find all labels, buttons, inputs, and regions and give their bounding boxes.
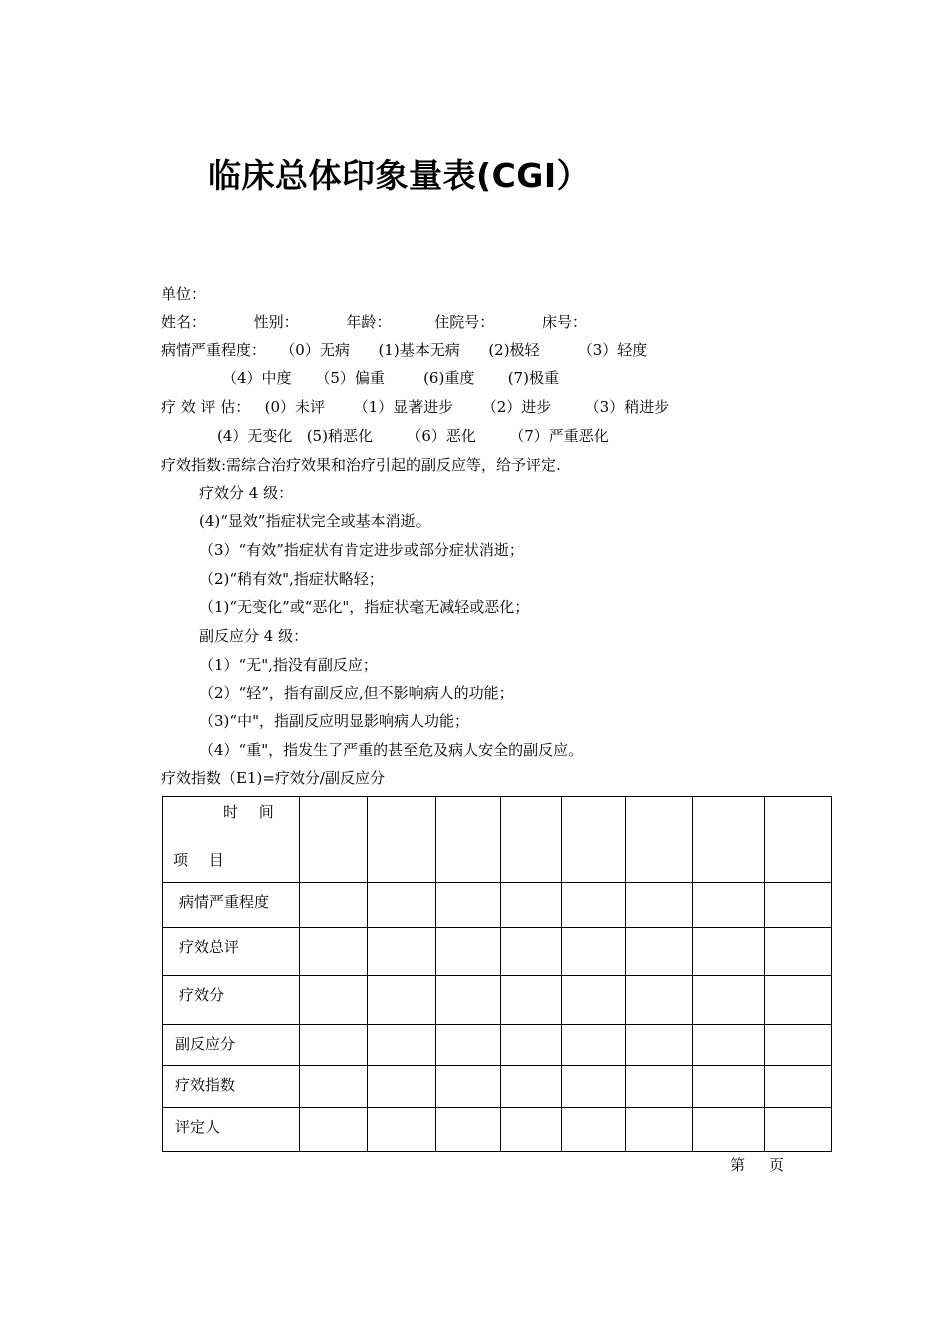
table-cell[interactable] — [765, 976, 832, 1025]
table-cell[interactable] — [693, 928, 765, 976]
efficacy-options-line-2: (4）无变化 (5)稍恶化 （6）恶化 （7）严重恶化 — [217, 427, 609, 445]
efficacy-score-item-2: （2)“稍有效",指症状略轻； — [199, 570, 384, 588]
assessment-table — [162, 796, 832, 1152]
table-cell[interactable] — [368, 883, 436, 928]
efficacy-index-description: 疗效指数:需综合治疗效果和治疗引起的副反应等，给予评定. — [161, 456, 561, 474]
table-cell[interactable] — [562, 928, 626, 976]
table-cell[interactable] — [626, 1025, 693, 1066]
table-cell[interactable] — [693, 1108, 765, 1152]
table-cell[interactable] — [693, 883, 765, 928]
table-cell[interactable] — [626, 928, 693, 976]
table-cell[interactable] — [765, 883, 832, 928]
table-cell[interactable] — [501, 928, 562, 976]
table-row — [163, 976, 832, 1025]
table-cell[interactable] — [501, 976, 562, 1025]
row-label-side-effect-score: 副反应分 — [175, 1035, 236, 1053]
table-cell[interactable] — [436, 1066, 501, 1108]
efficacy-score-heading: 疗效分 4 级： — [199, 484, 294, 502]
table-cell[interactable] — [501, 883, 562, 928]
row-label-cell — [163, 1025, 300, 1066]
row-label-rater: 评定人 — [175, 1118, 221, 1136]
severity-options-line-1: 病情严重程度： （0）无病 (1)基本无病 (2)极轻 （3）轻度 — [161, 341, 648, 359]
table-row — [163, 1108, 832, 1152]
table-cell[interactable] — [300, 1025, 368, 1066]
efficacy-score-item-4: (4)“显效”指症状完全或基本消逝。 — [199, 512, 431, 530]
table-cell[interactable] — [626, 797, 693, 883]
table-cell[interactable] — [368, 928, 436, 976]
row-label-cell — [163, 928, 300, 976]
table-cell[interactable] — [300, 1108, 368, 1152]
table-cell[interactable] — [765, 928, 832, 976]
table-cell[interactable] — [562, 883, 626, 928]
efficacy-score-item-1: （1)“无变化”或“恶化"，指症状毫无减轻或恶化； — [199, 598, 530, 616]
table-cell[interactable] — [765, 1066, 832, 1108]
table-cell[interactable] — [368, 1108, 436, 1152]
table-cell[interactable] — [368, 797, 436, 883]
row-label-severity: 病情严重程度 — [179, 893, 270, 911]
efficacy-options-line-1: 疗 效 评 估： (0）未评 （1）显著进步 （2）进步 （3）稍进步 — [161, 398, 670, 416]
side-effect-item-1: （1）“无",指没有副反应； — [199, 656, 378, 674]
table-cell[interactable] — [562, 1108, 626, 1152]
unit-label: 单位： — [161, 285, 207, 303]
table-cell[interactable] — [693, 1066, 765, 1108]
table-cell[interactable] — [562, 797, 626, 883]
table-cell[interactable] — [436, 976, 501, 1025]
efficacy-index-formula: 疗效指数（E1)=疗效分/副反应分 — [161, 769, 385, 787]
severity-options-line-2: （4）中度 （5）偏重 (6)重度 (7)极重 — [222, 369, 559, 387]
table-cell[interactable] — [300, 883, 368, 928]
table-cell[interactable] — [436, 1108, 501, 1152]
table-cell[interactable] — [562, 1025, 626, 1066]
table-corner-cell — [163, 797, 300, 883]
table-header-row — [163, 797, 832, 883]
row-label-cell — [163, 1066, 300, 1108]
table-cell[interactable] — [626, 1066, 693, 1108]
table-row — [163, 883, 832, 928]
efficacy-score-item-3: （3）“有效”指症状有肯定进步或部分症状消逝； — [199, 541, 524, 559]
table-row — [163, 1066, 832, 1108]
table-cell[interactable] — [562, 976, 626, 1025]
time-header: 时 间 — [223, 803, 282, 821]
table-cell[interactable] — [368, 1025, 436, 1066]
table-cell[interactable] — [765, 1025, 832, 1066]
table-cell[interactable] — [436, 928, 501, 976]
side-effect-item-3: （3)“中"，指副反应明显影响病人功能； — [199, 712, 469, 730]
row-label-cell — [163, 1108, 300, 1152]
row-label-efficacy-index: 疗效指数 — [175, 1076, 236, 1094]
table-cell[interactable] — [501, 1108, 562, 1152]
table-cell[interactable] — [626, 883, 693, 928]
table-cell[interactable] — [693, 1025, 765, 1066]
page-title: 临床总体印象量表(CGI） — [208, 156, 591, 195]
side-effect-item-4: （4）“重"，指发生了严重的甚至危及病人安全的副反应。 — [199, 741, 584, 759]
table-cell[interactable] — [501, 1025, 562, 1066]
table-cell[interactable] — [368, 1066, 436, 1108]
row-label-cell — [163, 976, 300, 1025]
table-cell[interactable] — [693, 976, 765, 1025]
table-cell[interactable] — [300, 797, 368, 883]
side-effect-item-2: （2）“轻”，指有副反应,但不影响病人的功能； — [199, 684, 514, 702]
table-row — [163, 928, 832, 976]
patient-info-line: 姓名： 性别： 年龄： 住院号： 床号： — [161, 313, 587, 331]
table-cell[interactable] — [765, 797, 832, 883]
table-cell[interactable] — [501, 797, 562, 883]
row-label-cell — [163, 883, 300, 928]
table-cell[interactable] — [562, 1066, 626, 1108]
table-cell[interactable] — [626, 976, 693, 1025]
table-cell[interactable] — [300, 976, 368, 1025]
page-number: 第 页 — [730, 1156, 784, 1174]
item-header: 项 目 — [173, 851, 232, 869]
table-cell[interactable] — [501, 1066, 562, 1108]
table-row — [163, 1025, 832, 1066]
table-cell[interactable] — [300, 928, 368, 976]
row-label-overall-efficacy: 疗效总评 — [179, 938, 240, 956]
table-cell[interactable] — [300, 1066, 368, 1108]
table-cell[interactable] — [368, 976, 436, 1025]
table-cell[interactable] — [436, 1025, 501, 1066]
table-cell[interactable] — [626, 1108, 693, 1152]
table-cell[interactable] — [693, 797, 765, 883]
side-effect-heading: 副反应分 4 级： — [199, 627, 309, 645]
table-cell[interactable] — [436, 797, 501, 883]
row-label-efficacy-score: 疗效分 — [179, 986, 225, 1004]
table-cell[interactable] — [765, 1108, 832, 1152]
table-cell[interactable] — [436, 883, 501, 928]
